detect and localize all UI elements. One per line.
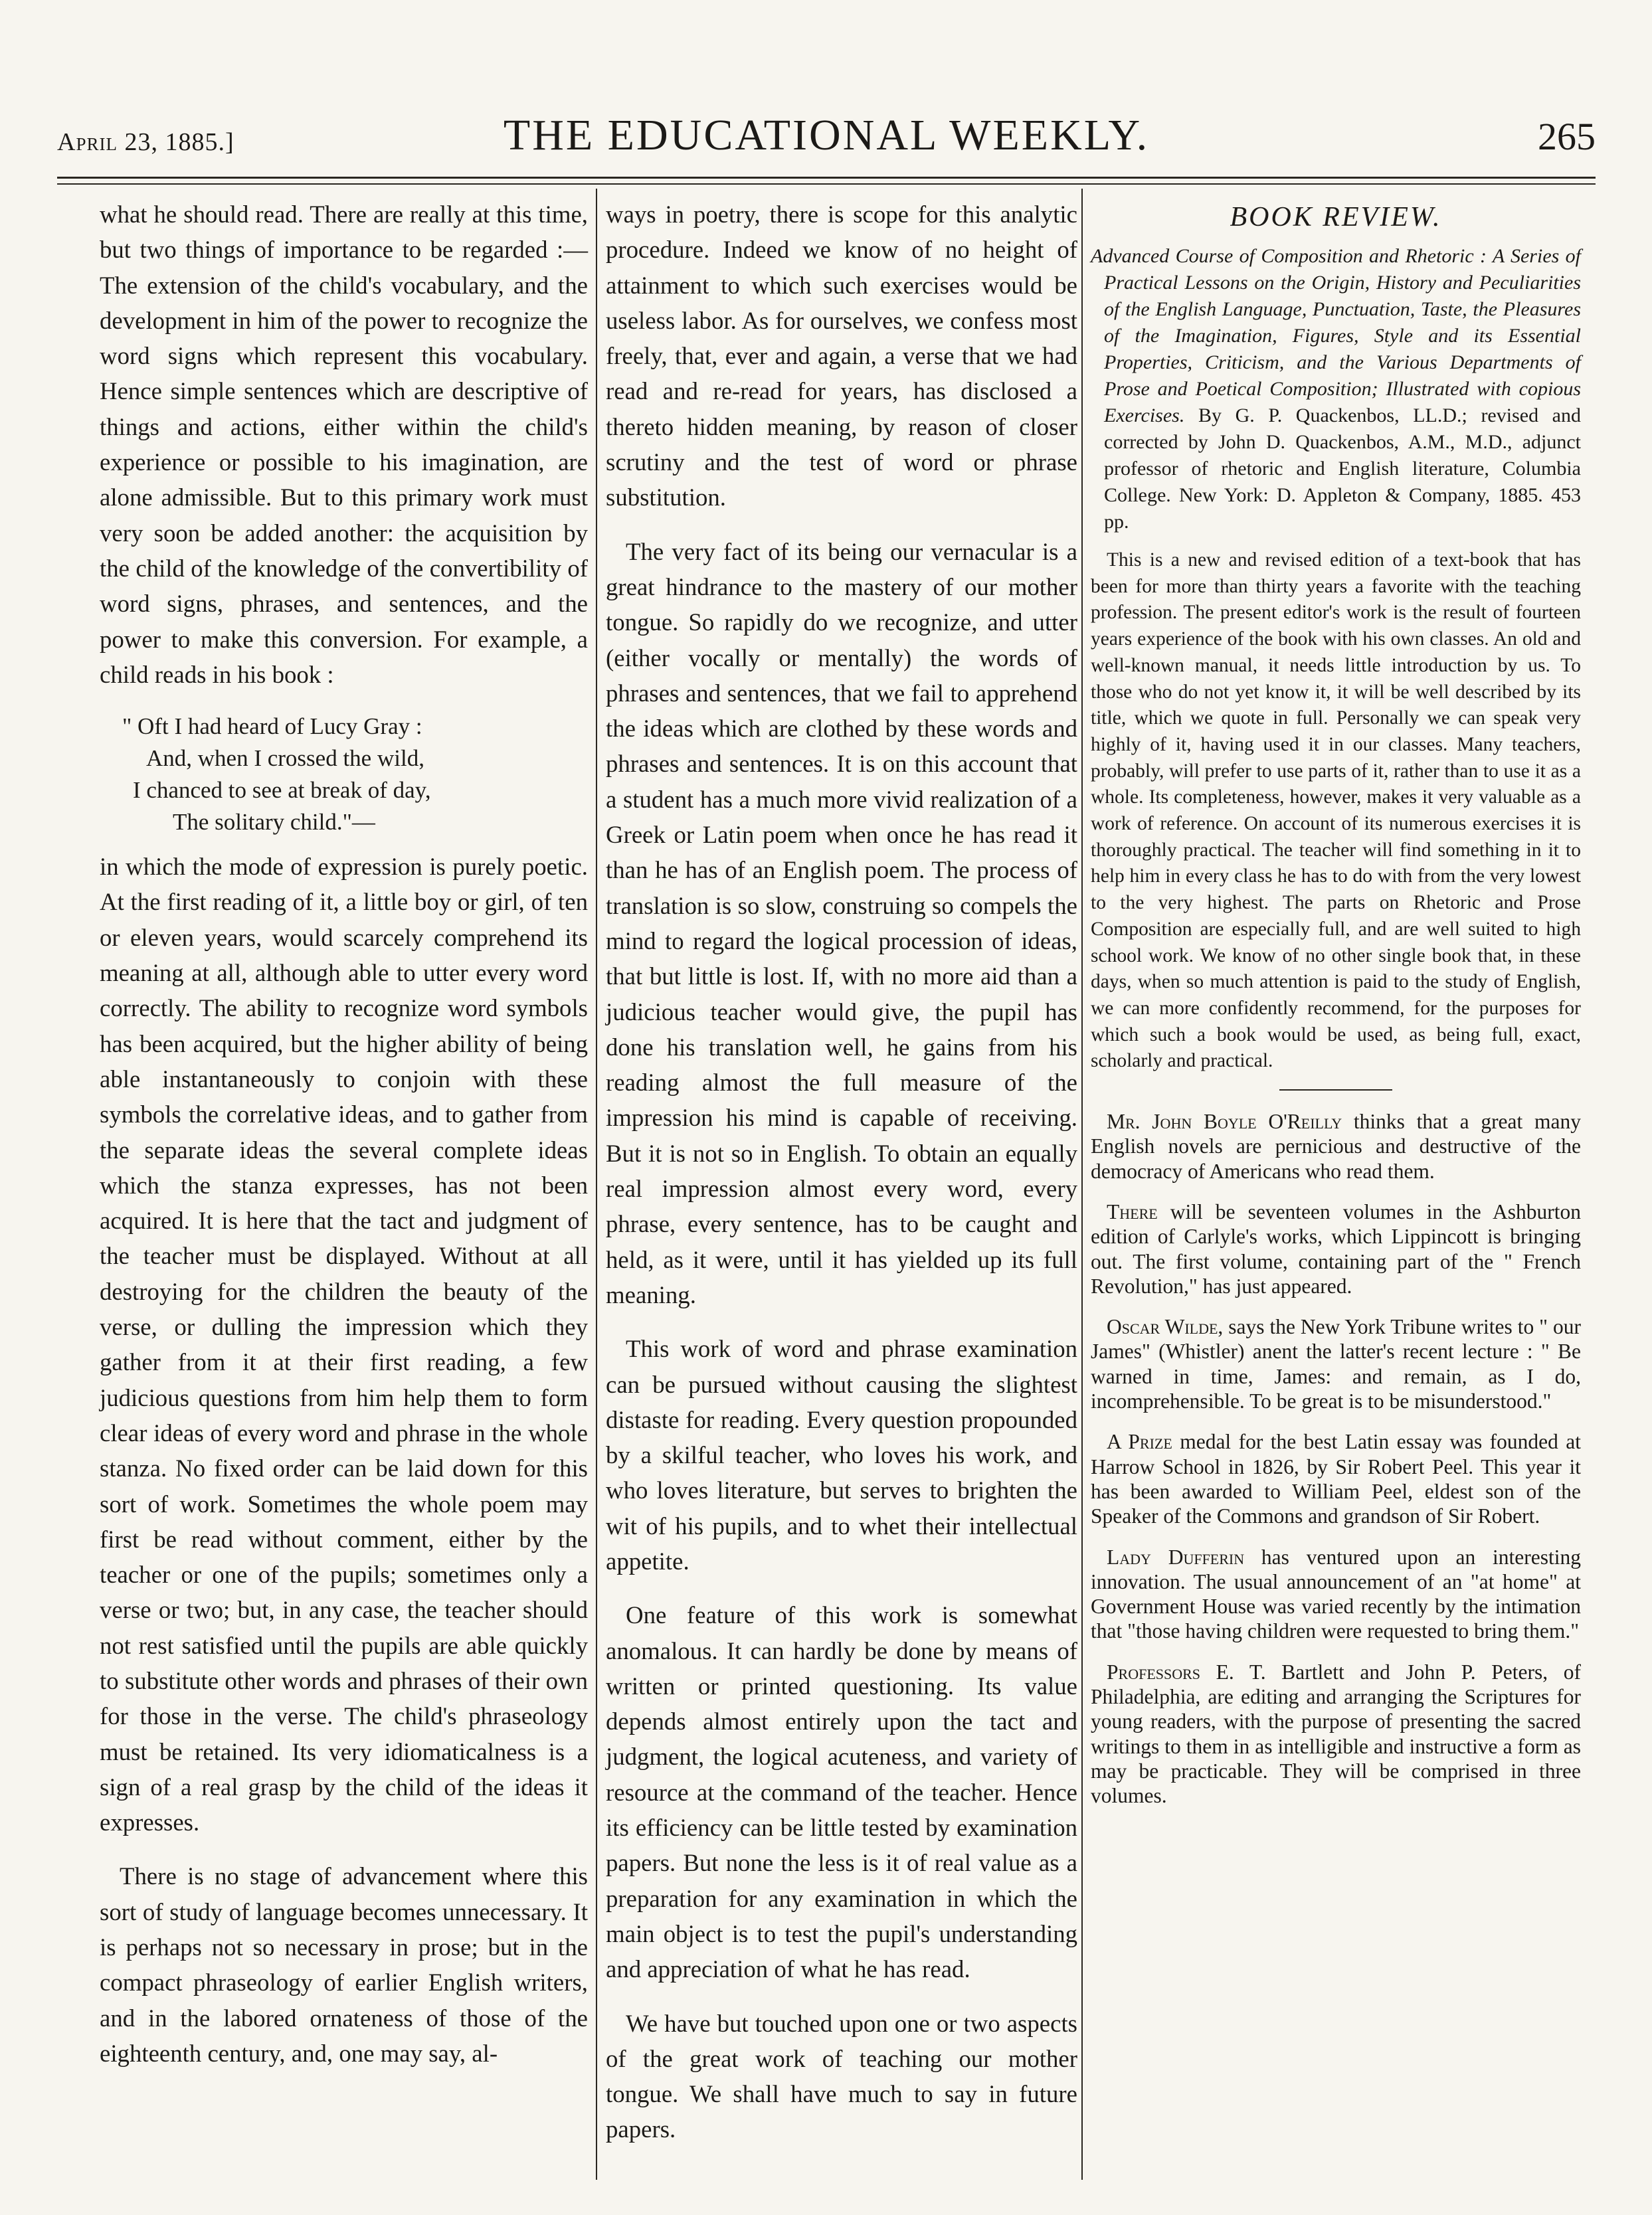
book-review-heading: BOOK REVIEW. [1230,202,1442,232]
news-item [1091,1660,1581,1809]
news-item-text: E. T. Bartlett and John P. Peters, of Philadelphia, are editing and arranging the Scriptures for young readers, with the purpose of presenting the sacred writings to them in as intelligible and instructive a form as may be practicable. They will be comprised in three volumes. [1091,1660,1581,1808]
news-item-text: medal for the best Latin essay was founded at Harrow School in 1826, by Sir Robert Peel. This year it has been awarded to William Peel, eldest son of the Speaker of the Commons and grandson of Sir Robert. [1091,1430,1581,1528]
article-paragraph: This work of word and phrase examination can be pursued without causing the slightest distaste for reading. Every question propounded by a skilful teacher, who loves his work, and who loves literature, but serves to brighten the wit of his pupils, and to whet their intellectual appetite. [606,1335,1077,1575]
news-item [1091,1199,1581,1298]
news-item-lead: Lady Dufferin [1107,1545,1245,1569]
article-column-2 [606,197,1077,2166]
news-item-text: thinks that a great many English novels are pernicious and destructive of the democracy of Americans who read them. [1091,1110,1581,1183]
news-item [1091,1314,1581,1413]
book-review-citation [1091,243,1581,535]
news-item-lead: A Prize [1107,1430,1172,1454]
column-divider-left [596,189,597,2180]
poem-line: The solitary child."— [173,809,375,836]
article-paragraph: ways in poetry, there is scope for this analytic procedure. Indeed we know of no height of attainment to which such exercises would be useless labor. As for ourselves, we confess most freely, that, ever and again, a verse that we had read and re-read for years, has disclosed a thereto hidden meaning, by reason of closer scrutiny and the test of word or phrase substitution. [606,201,1077,511]
article-paragraph: The very fact of its being our vernacular is a great hindrance to the mastery of our mother tongue. So rapidly do we recognize, and utter (either vocally or mentally) the words of phrases and sentences, that we fail to apprehend the ideas which are clothed by these words and phrases and sentences. It is on this account that a student has a much more vivid realization of a Greek or Latin poem when once he has read it than he has of an English poem. The process of translation is so slow, construing so compels the mind to regard the logical procession of ideas, that but little is lost. If, with no more aid than a judicious teacher would give, the pupil has done his translation well, he gains from his reading almost the full measure of the impression his mind is capable of receiving. But it is not so in English. To obtain an equally real impression almost every word, every phrase, every sentence, has to be caught and held, as it were, until it has yielded up its full meaning. [606,537,1077,1308]
article-paragraph: in which the mode of expression is purely poetic. At the first reading of it, a little boy or girl, of ten or eleven years, would scarcely comprehend its meaning at all, although able to utter every word correctly. The ability to recognize word symbols has been acquired, but the higher ability of being able instantaneously to conjoin with these symbols the correlative ideas, and to gather from the separate ideas the several complete ideas which the stanza expresses, has not been acquired. It is here that the tact and judgment of the teacher must be displayed. Without at all destroying for the children the beauty of the verse, or dulling the impression which they gather from it at their first reading, a few judicious questions from him help them to form clear ideas of every word and phrase in the whole stanza. No fixed order can be laid down for this sort of work. Sometimes the whole poem may first be read without comment, either by the teacher or one of the pupils; sometimes only a verse or two; but, in any case, the teacher should not rest satisfied until the pupils are able quickly to substitute other words and phrases of their own for those in the verse. The child's phraseology must be retained. Its very idiomaticalness is a sign of a real grasp by the child of the ideas it expresses. [100,853,588,1836]
news-item-lead: Professors [1107,1660,1201,1684]
poem-line: And, when I crossed the wild, [146,745,424,772]
header-rule-bottom [57,183,1596,185]
poem-line: " Oft I had heard of Lucy Gray : [122,713,422,740]
news-item [1091,1109,1581,1184]
news-item [1091,1429,1581,1528]
column-divider-right [1081,189,1083,2180]
book-review-body: This is a new and revised edition of a text-book that has been for more than thirty years a favorite with the teaching profession. The present editor's work is the result of fourteen years experience of the book with his own classes. An old and well-known manual, it needs little introduction by us. To those who do not yet know it, it will be well described by its title, which we quote in full. Personally we can speak very highly of it, having used it in our classes. Many teachers, probably, will prefer to use parts of it, rather than to use it as a whole. Its completeness, however, makes it very valuable as a work of reference. On account of its numerous exercises it is thoroughly practical. The teacher will find something in it to help him in every class he has to do with from the very lowest to the very highest. The parts on Rhetoric and Prose Composition are especially full, and are well suited to high school work. We know of no other single book that, in these days, when so much attention is paid to the study of English, we can more confidently recommend, for the purposes for which such a book would be used, as being full, exact, scholarly and practical. [1091,549,1581,1072]
article-paragraph: We have but touched upon one or two aspects of the great work of teaching our mother tongue. We shall have much to say in future papers. [606,2009,1077,2143]
news-item-lead: There [1107,1199,1158,1223]
section-divider [1279,1089,1392,1091]
page-header [57,100,1596,173]
news-item-lead: Oscar Wilde, [1107,1315,1224,1339]
poem-quotation [100,711,588,838]
poem-line: I chanced to see at break of day, [133,777,431,804]
page-number: 265 [1538,115,1596,158]
article-paragraph: One feature of this work is somewhat anomalous. It can hardly be done by means of written or printed questioning. Its value depends almost entirely upon the tact and judgment, the logical acuteness, and variety of resource at the command of the teacher. Hence its efficiency can be little tested by examination papers. But none the less is it of real value as a preparation for any examination in which the main object is to test the pupil's understanding and appreciation of what he has read. [606,1601,1077,1983]
news-item-text: will be seventeen volumes in the Ashburton edition of Carlyle's works, which Lippincott is bringing out. The first volume, containing part of the " French Revolution," has just appeared. [1091,1199,1581,1298]
news-item-lead: Mr. John Boyle O'Reilly [1107,1110,1342,1134]
review-column [1091,197,1581,1824]
issue-date: April 23, 1885.] [57,128,234,156]
book-publication-details: By G. P. Quackenbos, LL.D.; revised and corrected by John D. Quackenbos, A.M., M.D., adjunct professor of rhetoric and English literature, Columbia College. New York: D. Appleton & Company, 1885. 453 pp. [1104,404,1581,533]
publication-title: THE EDUCATIONAL WEEKLY. [503,111,1150,159]
book-title: Advanced Course of Composition and Rhetoric : A Series of Practical Lessons on the Origin, History and Peculiarities of the English Language, Punctuation, Taste, the Pleasures of the Imagination, Figures, Style and its Essential Properties, Criticism, and the Various Departments of Prose and Poetical Composition; Illustrated with copious Exercises. [1091,245,1581,426]
article-paragraph: what he should read. There are really at this time, but two things of importance to be regarded :—The extension of the child's vocabulary, and the development in him of the power to recognize the word signs which represent this vocabulary. Hence simple sentences which are descriptive of things and actions, either within the child's experience or possible to his imagination, are alone admissible. But to this primary work must very soon be added another: the acquisition by the child of the knowledge of the convertibility of word signs, phrases, and sentences, and the power to make this conversion. For example, a child reads in his book : [100,201,588,688]
news-item-text: has ventured upon an interesting innovation. The usual announcement of an "at home" at Government House was varied recently by the intimation that "those having children were requested to bring them." [1091,1545,1581,1643]
article-paragraph: There is no stage of advancement where this sort of study of language becomes unnecessary. It is perhaps not so necessary in prose; but in the compact phraseology of earlier English writers, and in the labored ornateness of those of the eighteenth century, and, one may say, al- [100,1862,588,2067]
news-item [1091,1545,1581,1644]
article-column-1 [100,197,588,2089]
news-item-text: says the New York Tribune writes to " our James" (Whistler) anent the latter's recent lecture : " Be warned in time, James: and remain, as I do, incomprehensible. To be great is to be misunderstood." [1091,1315,1581,1413]
header-rule-top [57,177,1596,179]
